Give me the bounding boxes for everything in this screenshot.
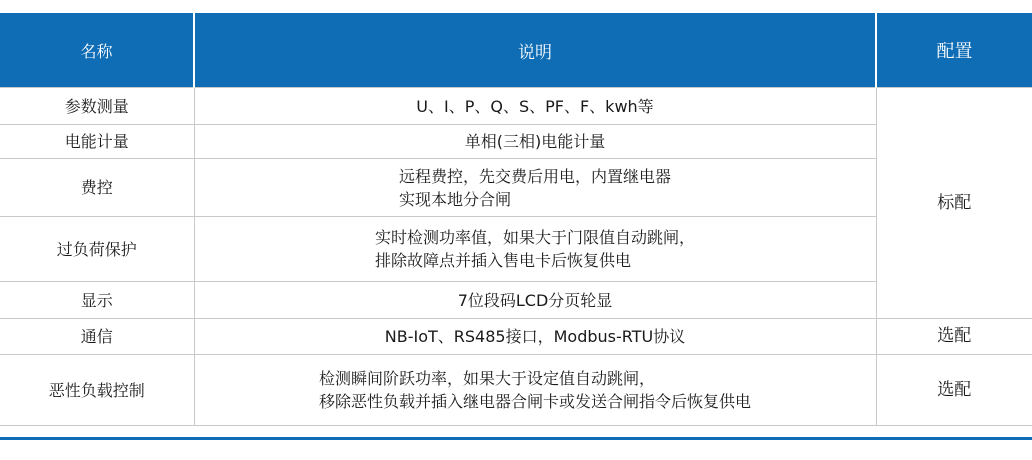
row-name: 费控 bbox=[0, 159, 194, 217]
config-optional: 选配 bbox=[876, 319, 1032, 355]
row-description bbox=[194, 159, 876, 217]
row-name: 过负荷保护 bbox=[0, 217, 194, 282]
description-line: 单相(三相)电能计量 bbox=[464, 132, 606, 151]
row-description bbox=[194, 355, 876, 426]
table-row bbox=[0, 319, 1032, 355]
description-line: 实时检测功率值，如果大于门限值自动跳闸， bbox=[374, 228, 695, 247]
row-description bbox=[194, 282, 876, 319]
header-config: 配置 bbox=[876, 13, 1032, 88]
table-row bbox=[0, 88, 1032, 125]
header-name: 名称 bbox=[0, 13, 194, 88]
description-line: 移除恶性负载并插入继电器合闸卡或发送合闸指令后恢复供电 bbox=[318, 392, 751, 411]
config-optional: 选配 bbox=[876, 355, 1032, 426]
table-row bbox=[0, 355, 1032, 426]
description-line: 检测瞬间阶跃功率，如果大于设定值自动跳闸， bbox=[318, 369, 655, 388]
row-description bbox=[194, 88, 876, 125]
row-name: 参数测量 bbox=[0, 88, 194, 125]
bottom-border-line bbox=[0, 437, 1032, 440]
row-description bbox=[194, 125, 876, 159]
description-line: NB-IoT、RS485接口，Modbus-RTU协议 bbox=[384, 327, 686, 346]
description-line: 排除故障点并插入售电卡后恢复供电 bbox=[374, 251, 631, 270]
row-name: 电能计量 bbox=[0, 125, 194, 159]
description-line: 实现本地分合闸 bbox=[398, 189, 511, 209]
spec-table bbox=[0, 13, 1032, 426]
row-description bbox=[194, 319, 876, 355]
description-line: 远程费控，先交费后用电，内置继电器 bbox=[398, 166, 671, 186]
header-description: 说明 bbox=[194, 13, 876, 88]
row-name: 显示 bbox=[0, 282, 194, 319]
description-line: 7位段码LCD分页轮显 bbox=[457, 290, 613, 310]
header-row bbox=[0, 13, 1032, 88]
row-name: 恶性负载控制 bbox=[0, 355, 194, 426]
row-name: 通信 bbox=[0, 319, 194, 355]
config-standard: 标配 bbox=[876, 88, 1032, 319]
row-description bbox=[194, 217, 876, 282]
description-line: U、I、P、Q、S、PF、F、kwh等 bbox=[416, 96, 654, 116]
